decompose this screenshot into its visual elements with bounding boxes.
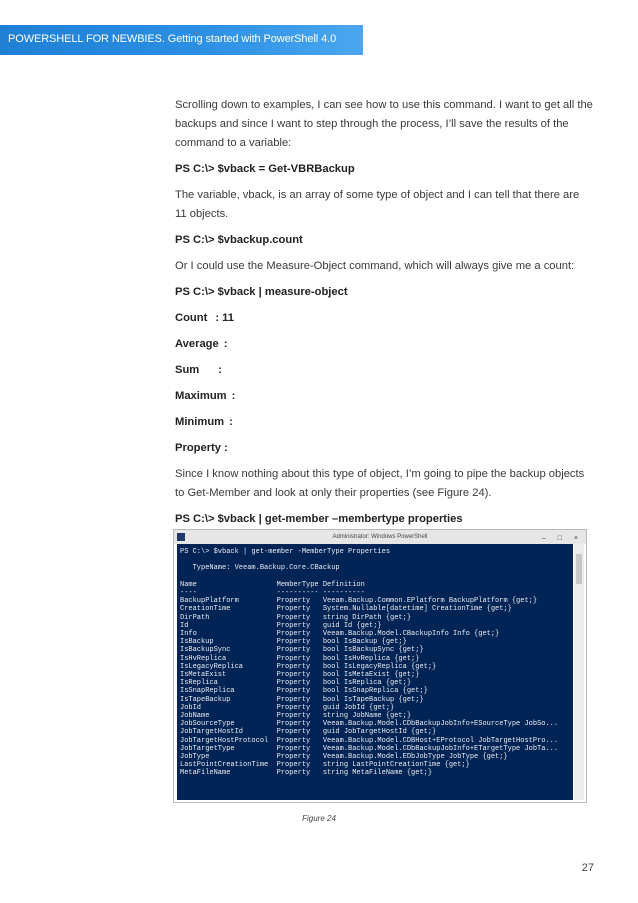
measure-value: : xyxy=(224,442,228,454)
command-get-vbrbackup: PS C:\> $vback = Get-VBRBackup xyxy=(175,163,355,175)
console-line: JobTargetHostProtocol Property Veeam.Backup.Model.CDBHost+EProtocol JobTargetHostPro... xyxy=(180,736,559,745)
console-line: JobType Property Veeam.Backup.Model.EDbJobType JobType {get;} xyxy=(180,753,508,762)
window-titlebar xyxy=(174,530,586,544)
console-line: JobId Property guid JobId {get;} xyxy=(180,703,395,712)
measure-value: : xyxy=(223,338,228,350)
console-scrollbar xyxy=(574,544,584,800)
paragraph-array: The variable, vback, is an array of some type of object and I can tell that there are 11 objects. xyxy=(175,189,580,220)
measure-row-sum xyxy=(175,361,593,380)
measure-label: Sum xyxy=(175,364,200,376)
console-line: Info Property Veeam.Backup.Model.CBackupInfo Info {get;} xyxy=(180,630,500,639)
console-line: Name MemberType Definition xyxy=(180,580,365,589)
page-number: 27 xyxy=(581,862,594,874)
measure-row-property xyxy=(175,439,593,458)
measure-row-minimum xyxy=(175,413,593,432)
console-line: IsTapeBackup Property bool IsTapeBackup {get;} xyxy=(180,695,424,704)
command-count: PS C:\> $vbackup.count xyxy=(175,234,303,246)
console-line: TypeName: Veeam.Backup.Core.CBackup xyxy=(192,564,340,573)
window-title: Administrator: Windows PowerShell xyxy=(332,534,428,540)
measure-label: Minimum xyxy=(175,416,225,428)
console-line: IsLegacyReplica Property bool IsLegacyReplica {get;} xyxy=(180,662,437,671)
console-line: MetaFileName Property string MetaFileName {get;} xyxy=(180,769,433,778)
command-measure-object: PS C:\> $vback | measure-object xyxy=(175,286,348,298)
main-content xyxy=(175,96,593,536)
console-area xyxy=(177,544,573,800)
measure-label: Property xyxy=(175,442,222,454)
console-line: Id Property guid Id {get;} xyxy=(180,621,382,630)
command-get-member: PS C:\> $vback | get-member –membertype properties xyxy=(175,513,463,525)
console-line: IsMetaExist Property bool IsMetaExist {get;} xyxy=(180,671,420,680)
console-line: IsHvReplica Property bool IsHvReplica {get;} xyxy=(180,654,420,663)
measure-label: Count xyxy=(175,312,208,324)
console-line: IsReplica Property bool IsReplica {get;} xyxy=(180,679,412,688)
console-line: JobName Property string JobName {get;} xyxy=(180,712,412,721)
paragraph-get-member: Since I know nothing about this type of object, I’m going to pipe the backup objects to Get-Member and look at only their properties (see Figure 24). xyxy=(175,468,585,499)
figure-caption: Figure 24 xyxy=(302,814,336,823)
measure-value: : xyxy=(231,390,236,402)
document-header-title: POWERSHELL FOR NEWBIES. Getting started with PowerShell 4.0 xyxy=(8,33,337,45)
console-line: JobTargetHostId Property guid JobTargetHostId {get;} xyxy=(180,728,437,737)
powershell-screenshot xyxy=(173,529,587,803)
console-line: DirPath Property string DirPath {get;} xyxy=(180,613,412,622)
measure-value: : xyxy=(229,416,233,428)
measure-label: Maximum xyxy=(175,390,227,402)
console-output xyxy=(177,544,573,778)
console-line: IsSnapReplica Property bool IsSnapReplica {get;} xyxy=(180,687,428,696)
console-line: BackupPlatform Property Veeam.Backup.Common.EPlatform BackupPlatform {get;} xyxy=(180,597,538,606)
paragraph-intro: Scrolling down to examples, I can see how to use this command. I want to get all the backups and since I want to step through the process, I’ll save the results of the command to a variable: xyxy=(175,99,593,149)
header-bar xyxy=(0,25,363,55)
console-line: PS C:\> $vback | get-member -MemberType Properties xyxy=(180,548,391,556)
console-line: IsBackup Property bool IsBackup {get;} xyxy=(180,638,407,647)
measure-output xyxy=(175,309,593,458)
window-controls: – □ × xyxy=(541,535,583,542)
console-line: LastPointCreationTime Property string LastPointCreationTime {get;} xyxy=(180,761,470,770)
measure-value: : xyxy=(218,364,222,376)
measure-label: Average xyxy=(175,338,219,350)
console-line: JobSourceType Property Veeam.Backup.Model.CDbBackupJobInfo+ESourceType JobSo... xyxy=(180,720,559,729)
console-line: IsBackupSync Property bool IsBackupSync {get;} xyxy=(180,646,424,655)
console-line: CreationTime Property System.Nullable[datetime] CreationTime {get;} xyxy=(180,605,512,614)
measure-row-maximum xyxy=(175,387,593,406)
console-line: ---- ---------- ---------- xyxy=(180,589,365,598)
paragraph-measure: Or I could use the Measure-Object command, which will always give me a count: xyxy=(175,260,575,272)
measure-value: : 11 xyxy=(215,312,234,324)
powershell-icon xyxy=(177,533,185,541)
measure-row-count xyxy=(175,309,593,328)
scrollbar-thumb xyxy=(576,554,582,584)
console-line: JobTargetType Property Veeam.Backup.Model.CDbBackupJobInfo+ETargetType JobTa... xyxy=(180,744,559,753)
measure-row-average xyxy=(175,335,593,354)
